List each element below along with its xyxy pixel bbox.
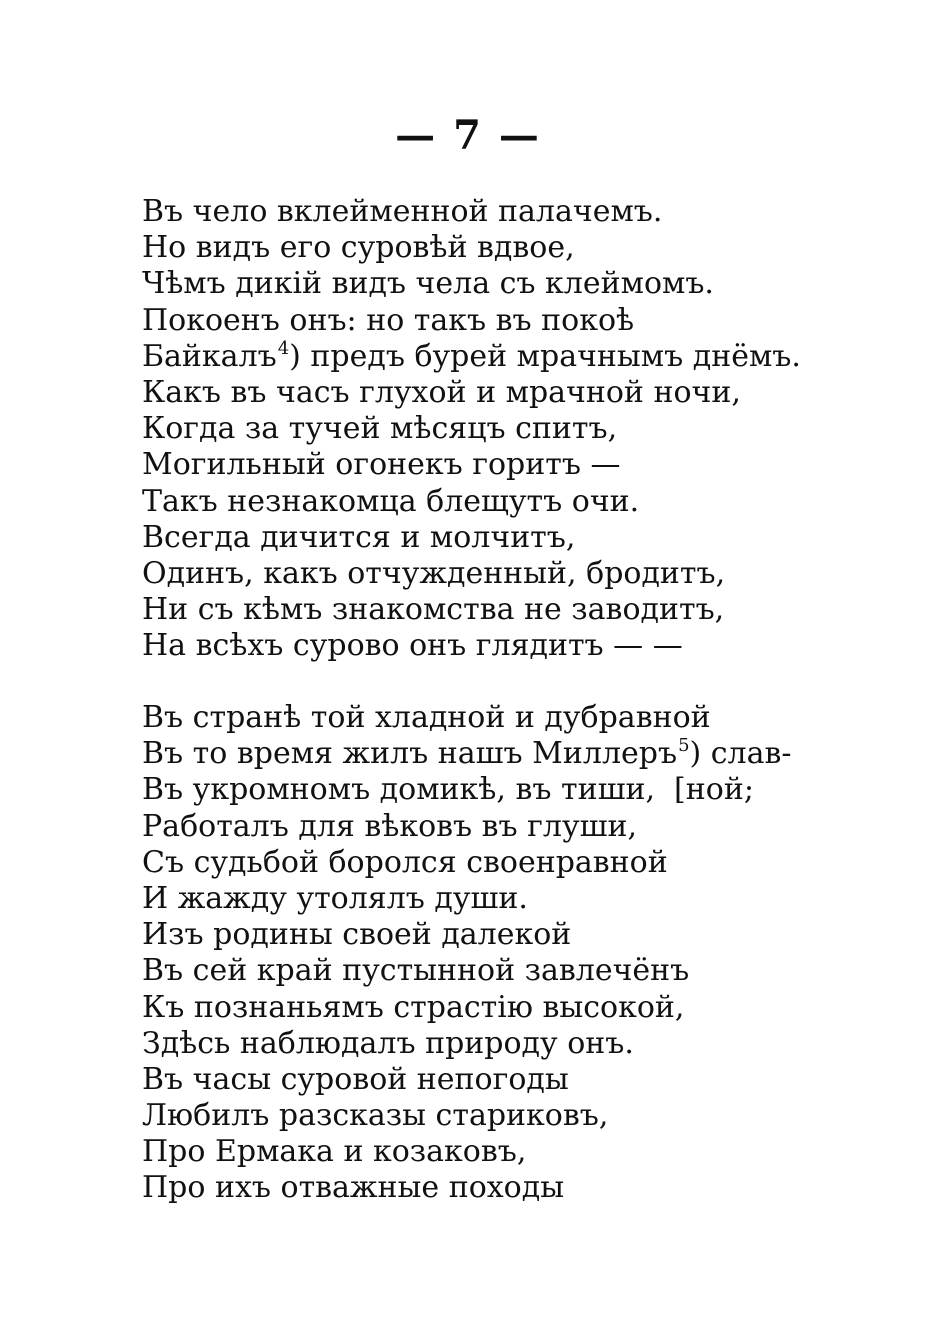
verse-line: Въ сей край пустынной завлечёнъ bbox=[142, 953, 690, 989]
footnote-marker-5: 5 bbox=[678, 735, 690, 757]
poem-stanza-2 bbox=[142, 700, 842, 1207]
verse-line: Работалъ для вѣковъ въ глуши, bbox=[142, 808, 638, 844]
verse-text: Байкалъ bbox=[142, 338, 277, 374]
verse-line-with-footnote bbox=[142, 736, 842, 772]
verse-line: Про ихъ отважные походы bbox=[142, 1170, 565, 1206]
page-number: — 7 — bbox=[395, 112, 541, 159]
verse-line: На всѣхъ сурово онъ глядитъ — — bbox=[142, 628, 683, 664]
poem-stanza-1 bbox=[142, 194, 842, 664]
verse-line: Въ чело вклейменной палачемъ. bbox=[142, 194, 663, 229]
verse-line-with-footnote bbox=[142, 339, 842, 375]
verse-text: ) предъ бурей мрачнымъ днёмъ. bbox=[289, 338, 801, 374]
verse-line: Такъ незнакомца блещутъ очи. bbox=[142, 483, 640, 519]
verse-line: Одинъ, какъ отчужденный, бродитъ, bbox=[142, 555, 726, 591]
verse-line: Всегда дичится и молчитъ, bbox=[142, 519, 576, 555]
verse-line: Здѣсь наблюдалъ природу онъ. bbox=[142, 1025, 634, 1061]
verse-text: Въ то время жилъ нашъ Миллеръ bbox=[142, 736, 678, 772]
verse-text: ) слав- bbox=[689, 736, 792, 772]
verse-line: Ни съ кѣмъ знакомства не заводитъ, bbox=[142, 592, 725, 628]
verse-line: И жажду утолялъ души. bbox=[142, 880, 528, 916]
verse-line: Изъ родины своей далекой bbox=[142, 917, 572, 953]
verse-line: Когда за тучей мѣсяцъ спитъ, bbox=[142, 411, 618, 447]
verse-line: Чѣмъ дикій видъ чела съ клеймомъ. bbox=[142, 266, 714, 302]
verse-line: Про Ермака и козаковъ, bbox=[142, 1134, 527, 1170]
verse-line: Какъ въ часъ глухой и мрачной ночи, bbox=[142, 374, 741, 410]
verse-line: Покоенъ онъ: но такъ въ покоѣ bbox=[142, 302, 635, 338]
verse-line: Въ странѣ той хладной и дубравной bbox=[142, 700, 711, 735]
verse-line: Съ судьбой боролся своенравной bbox=[142, 844, 668, 880]
verse-line: Любилъ разсказы стариковъ, bbox=[142, 1098, 609, 1134]
verse-line: Въ часы суровой непогоды bbox=[142, 1061, 569, 1097]
verse-line: Могильный огонекъ горитъ — bbox=[142, 447, 621, 483]
verse-line: Къ познаньямъ страстію высокой, bbox=[142, 989, 685, 1025]
verse-line: Въ укромномъ домикѣ, въ тиши, [ной; bbox=[142, 772, 754, 808]
verse-line: Но видъ его суровѣй вдвое, bbox=[142, 230, 575, 266]
footnote-marker-4: 4 bbox=[277, 337, 290, 359]
